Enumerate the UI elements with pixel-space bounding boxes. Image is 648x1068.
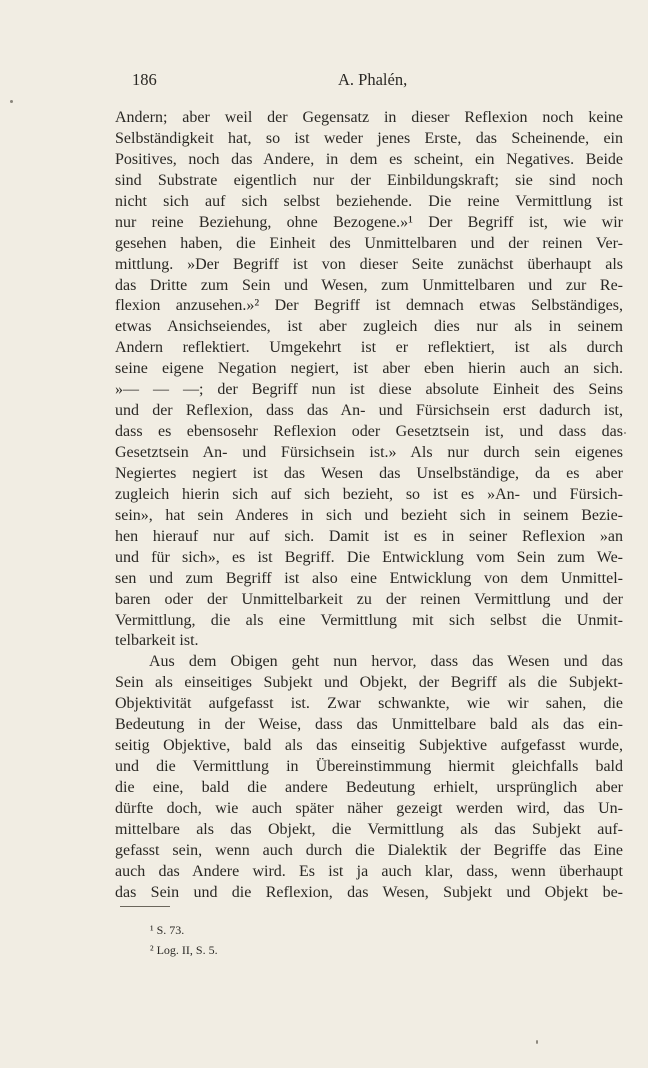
text-line: Negiertes negiert ist das Wesen das Unselbständige, da es aber xyxy=(115,464,623,482)
text-line: die eine, bald die andere Bedeutung erhielt, ursprünglich aber xyxy=(115,779,623,796)
text-line: sen und zum Begriff ist also eine Entwicklung von dem Unmittel- xyxy=(115,569,623,587)
text-line: Sein als einseitiges Subjekt und Objekt, der Begriff als die Subjekt- xyxy=(115,674,623,692)
text-line: sein», hat sein Anderes in sich und bezieht sich in seinem Bezie- xyxy=(115,506,623,524)
text-line: mittlung. »Der Begriff ist von dieser Seite zunächst überhaupt als xyxy=(115,255,623,273)
text-line: flexion anzusehen.»² Der Begriff ist demnach etwas Selbständiges, xyxy=(115,297,623,315)
text-line: Objektivität aufgefasst ist. Zwar schwankte, wie wir sahen, die xyxy=(115,695,623,713)
text-line: und für sich», es ist Begriff. Die Entwicklung vom Sein zum We- xyxy=(115,548,623,566)
footnote-rule xyxy=(120,906,170,907)
text-line: Vermittlung, die als eine Vermittlung mit sich selbst die Unmit- xyxy=(115,611,623,629)
text-line: zugleich hierin sich auf sich bezieht, so ist es »An- und Fürsich- xyxy=(115,485,623,503)
text-line: seitig Objektive, bald als das einseitig Subjektive aufgefasst wurde, xyxy=(115,737,623,755)
paper-speck xyxy=(10,100,13,103)
text-line: sind Substrate eigentlich nur der Einbildungskraft; sie sind noch xyxy=(115,171,623,189)
text-line: gefasst sein, wenn auch durch die Dialektik der Begriffe das Eine xyxy=(115,841,623,859)
text-line: mittelbare als das Objekt, die Vermittlung als das Subjekt auf- xyxy=(115,820,623,838)
page-header xyxy=(132,70,532,94)
text-line: Bedeutung in der Weise, dass das Unmittelbare bald als das ein- xyxy=(115,716,623,734)
text-line: nicht sich auf sich selbst beziehende. Die reine Vermittlung ist xyxy=(115,192,623,210)
footnote-1: ¹ S. 73. xyxy=(150,923,185,937)
text-line: baren oder der Unmittelbarkeit zu der reinen Vermittlung und der xyxy=(115,590,623,608)
text-line: das Dritte zum Sein und Wesen, zum Unmittelbaren und zur Re- xyxy=(115,276,623,294)
text-line: etwas Ansichseiendes, ist aber zugleich dies nur als in seinem xyxy=(115,318,623,336)
text-line: auch das Andere wird. Es ist ja auch klar, dass, wenn überhaupt xyxy=(115,862,623,880)
text-line: und die Vermittlung in Übereinstimmung hiermit gleichfalls bald xyxy=(115,758,623,776)
footnotes xyxy=(150,920,218,960)
text-line: Selbständigkeit hat, so ist weder jenes Erste, das Scheinende, ein xyxy=(115,129,623,147)
text-line: das Sein und die Reflexion, das Wesen, Subjekt und Objekt be- xyxy=(115,883,623,901)
text-line: und der Reflexion, dass das An- und Fürsichsein erst dadurch ist, xyxy=(115,402,623,420)
text-line: seine eigene Negation negiert, ist aber eben hierin auch an sich. xyxy=(115,360,623,378)
running-head: A. Phalén, xyxy=(338,70,408,89)
text-line: Positives, noch das Andere, in dem es scheint, ein Negatives. Beide xyxy=(115,150,623,168)
text-line: telbarkeit ist. xyxy=(115,632,199,650)
text-line: Andern; aber weil der Gegensatz in dieser Reflexion noch keine xyxy=(115,109,623,126)
text-line: Aus dem Obigen geht nun hervor, dass das Wesen und das xyxy=(149,653,623,671)
text-line: Gesetztsein An- und Fürsichsein ist.» Als nur durch sein eigenes xyxy=(115,444,623,461)
text-line: nur reine Beziehung, ohne Bezogene.»¹ Der Begriff ist, wie wir xyxy=(115,213,623,231)
text-line: gesehen haben, die Einheit des Unmittelbaren und der reinen Ver- xyxy=(115,234,623,252)
text-line: »— — —; der Begriff nun ist diese absolute Einheit des Seins xyxy=(115,381,623,399)
text-line: hen hierauf nur auf sich. Damit ist es in seiner Reflexion »an xyxy=(115,527,623,545)
text-line: dass es ebensosehr Reflexion oder Gesetztsein ist, und dass das xyxy=(115,423,623,441)
footnote-2: ² Log. II, S. 5. xyxy=(150,943,218,957)
text-line: Andern reflektiert. Umgekehrt ist er reflektiert, ist als durch xyxy=(115,339,623,357)
page-number: 186 xyxy=(132,70,157,89)
paper-speck xyxy=(624,432,626,434)
body-text xyxy=(115,108,623,904)
text-line: dürfte doch, wie auch später näher gezeigt werden wird, das Un- xyxy=(115,799,623,817)
paper-speck xyxy=(536,1040,538,1044)
